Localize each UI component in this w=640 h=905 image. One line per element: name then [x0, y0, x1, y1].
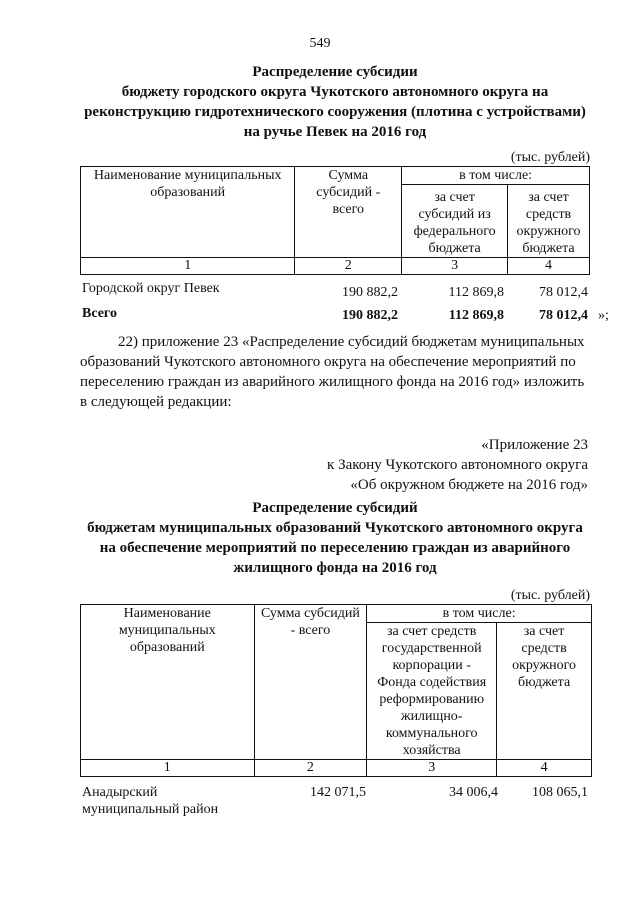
col-number: 4 — [508, 258, 590, 275]
table-row-name: Городской округ Певек — [82, 281, 220, 296]
header-okrug: за счет средств окружного бюджета — [508, 185, 590, 258]
table-cell-total: 190 882,2 — [342, 285, 398, 300]
title-line: реконструкцию гидротехнического сооружения (плотина с устройствами) — [84, 104, 586, 120]
title-line: Распределение субсидии — [252, 64, 418, 80]
col-number: 4 — [497, 760, 592, 777]
total-cell-total: 190 882,2 — [342, 308, 398, 323]
total-row-label: Всего — [82, 306, 117, 321]
title-line: жилищного фонда на 2016 год — [233, 560, 437, 576]
page-number: 549 — [309, 36, 331, 51]
col-number: 2 — [295, 258, 402, 275]
header-including: в том числе: — [367, 605, 592, 623]
total-cell-federal: 112 869,8 — [448, 308, 504, 323]
section-title-1 — [40, 62, 630, 142]
col-number: 3 — [367, 760, 497, 777]
header-including: в том числе: — [402, 167, 590, 185]
col-number: 3 — [402, 258, 508, 275]
subsidy-table-2 — [80, 604, 592, 777]
header-total: Сумма субсидий - всего — [254, 605, 367, 760]
title-line: бюджету городского округа Чукотского автономного округа на — [121, 84, 549, 100]
subsidy-table-1 — [80, 166, 590, 275]
col-number: 1 — [81, 258, 295, 275]
amendment-paragraph: 22) приложение 23 «Распределение субсидий бюджетам муниципальных образований Чукотского автономного округа на обеспечение мероприятий по переселению граждан из аварийного жилищного фонда на 2016 год» изложить в следующей редакции: — [80, 334, 585, 410]
units-label-2: (тыс. рублей) — [510, 588, 590, 603]
table-cell-total: 142 071,5 — [310, 785, 366, 800]
total-cell-okrug: 78 012,4 — [539, 308, 588, 323]
header-name: Наименование муниципальных образований — [81, 167, 295, 258]
col-number: 1 — [81, 760, 255, 777]
header-okrug: за счет средств окружного бюджета — [497, 623, 592, 760]
title-line: на обеспечение мероприятий по переселению граждан из аварийного — [99, 540, 571, 556]
appendix-reference: «Приложение 23 к Закону Чукотского автономного округа «Об окружном бюджете на 2016 год» — [327, 437, 588, 493]
table-cell-okrug: 78 012,4 — [539, 285, 588, 300]
table-cell-fund: 34 006,4 — [449, 785, 498, 800]
table-row-name: Анадырский муниципальный район — [82, 785, 219, 817]
title-line: на ручье Певек на 2016 год — [243, 124, 427, 140]
table-cell-federal: 112 869,8 — [448, 285, 504, 300]
header-fund: за счет средств государственной корпорации - Фонда содействия реформированию жилищно- коммунального хозяйства — [367, 623, 497, 760]
closing-quote: »; — [598, 308, 609, 323]
col-number: 2 — [254, 760, 367, 777]
header-name: Наименование муниципальных образований — [81, 605, 255, 760]
header-total: Сумма субсидий - всего — [295, 167, 402, 258]
header-federal: за счет субсидий из федерального бюджета — [402, 185, 508, 258]
units-label-1: (тыс. рублей) — [510, 150, 590, 165]
title-line: Распределение субсидий — [252, 500, 418, 516]
title-line: бюджетам муниципальных образований Чукотского автономного округа — [87, 520, 583, 536]
table-cell-okrug: 108 065,1 — [532, 785, 588, 800]
section-title-2 — [40, 498, 630, 578]
